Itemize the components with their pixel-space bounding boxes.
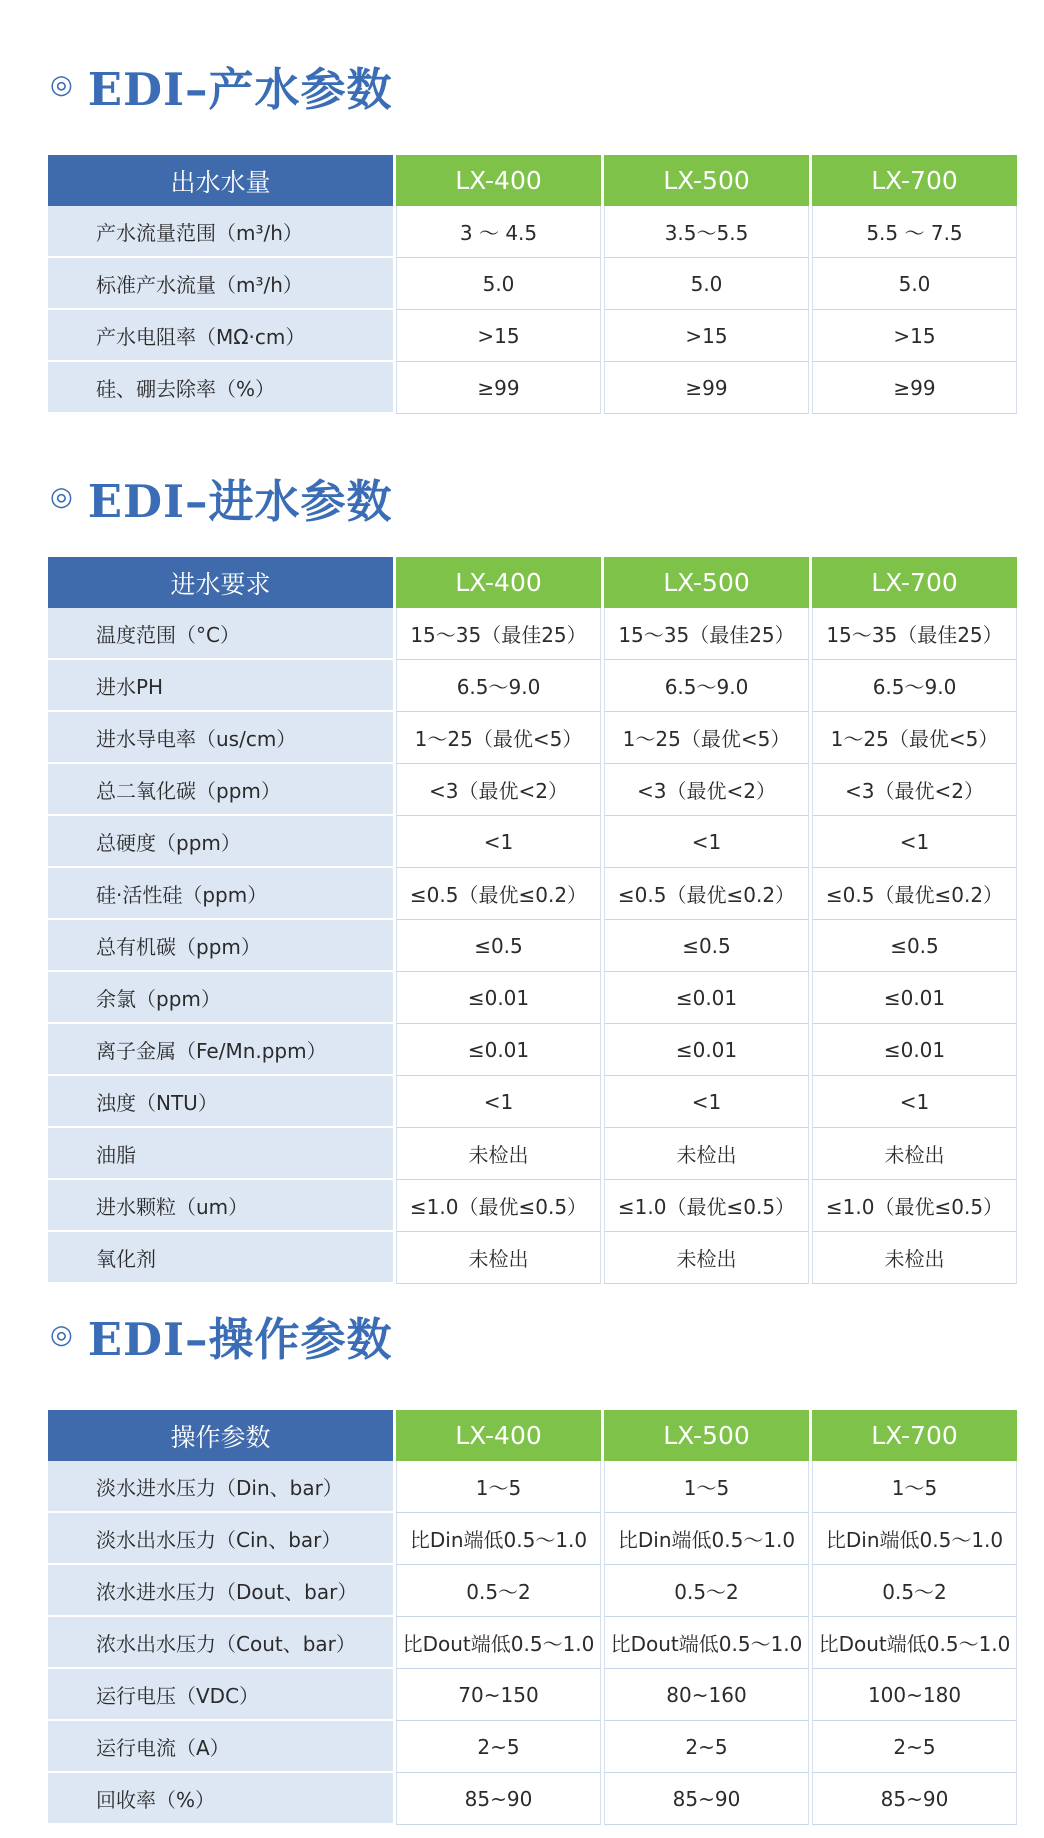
row-label: 余氯（ppm） — [48, 972, 393, 1024]
row-label: 淡水出水压力（Cin、bar） — [48, 1513, 393, 1565]
cell-value: 3 ～ 4.5 — [396, 206, 601, 258]
header-param: 操作参数 — [48, 1410, 393, 1461]
cell-value: ≤0.01 — [396, 1024, 601, 1076]
table-row — [48, 920, 1017, 972]
cell-value: 15～35（最佳25） — [396, 608, 601, 660]
row-label: 离子金属（Fe/Mn.ppm） — [48, 1024, 393, 1076]
circle-target-icon: ◎ — [50, 1320, 74, 1350]
row-label: 浓水出水压力（Cout、bar） — [48, 1617, 393, 1669]
cell-value: 5.0 — [396, 258, 601, 310]
row-label: 产水流量范围（m³/h） — [48, 206, 393, 258]
section-title-text: EDI–进水参数 — [87, 474, 393, 528]
cell-value: 未检出 — [396, 1128, 601, 1180]
table-row — [48, 712, 1017, 764]
cell-value: <1 — [812, 816, 1017, 868]
cell-value: 1～5 — [812, 1461, 1017, 1513]
row-label: 运行电流（A） — [48, 1721, 393, 1773]
table-row — [48, 206, 1017, 258]
row-label: 浓水进水压力（Dout、bar） — [48, 1565, 393, 1617]
row-label: 浊度（NTU） — [48, 1076, 393, 1128]
header-model: LX-700 — [812, 1410, 1017, 1461]
cell-value: 2~5 — [396, 1721, 601, 1773]
table-row — [48, 1565, 1017, 1617]
spec-table — [45, 1410, 1020, 1825]
cell-value: ≤0.01 — [604, 972, 809, 1024]
spec-table — [45, 155, 1020, 414]
cell-value: 0.5～2 — [604, 1565, 809, 1617]
row-label: 标准产水流量（m³/h） — [48, 258, 393, 310]
cell-value: >15 — [396, 310, 601, 362]
table-row — [48, 1773, 1017, 1825]
table-row — [48, 608, 1017, 660]
cell-value: 1～25（最优<5） — [396, 712, 601, 764]
cell-value: 85~90 — [604, 1773, 809, 1825]
cell-value: 1～5 — [396, 1461, 601, 1513]
row-label: 硅、硼去除率（%） — [48, 362, 393, 414]
header-model: LX-400 — [396, 1410, 601, 1461]
cell-value: 85~90 — [812, 1773, 1017, 1825]
cell-value: 比Din端低0.5～1.0 — [604, 1513, 809, 1565]
cell-value: 15～35（最佳25） — [812, 608, 1017, 660]
cell-value: >15 — [812, 310, 1017, 362]
table-row — [48, 258, 1017, 310]
cell-value: ≤1.0（最优≤0.5） — [604, 1180, 809, 1232]
cell-value: ≤0.5 — [812, 920, 1017, 972]
header-model: LX-500 — [604, 557, 809, 608]
section-title — [50, 55, 393, 115]
cell-value: 100~180 — [812, 1669, 1017, 1721]
row-label: 进水PH — [48, 660, 393, 712]
cell-value: <3（最优<2） — [604, 764, 809, 816]
table-row — [48, 1721, 1017, 1773]
table-row — [48, 1232, 1017, 1284]
cell-value: ≤0.5（最优≤0.2） — [812, 868, 1017, 920]
cell-value: 1～5 — [604, 1461, 809, 1513]
cell-value: ≤0.01 — [812, 1024, 1017, 1076]
cell-value: 15～35（最佳25） — [604, 608, 809, 660]
table-row — [48, 362, 1017, 414]
section-title-text: EDI–产水参数 — [87, 62, 393, 116]
cell-value: 未检出 — [812, 1232, 1017, 1284]
row-label: 硅·活性硅（ppm） — [48, 868, 393, 920]
header-model: LX-400 — [396, 557, 601, 608]
cell-value: <1 — [812, 1076, 1017, 1128]
cell-value: 70~150 — [396, 1669, 601, 1721]
row-label: 温度范围（°C） — [48, 608, 393, 660]
row-label: 氧化剂 — [48, 1232, 393, 1284]
header-model: LX-500 — [604, 1410, 809, 1461]
cell-value: ≤0.5 — [396, 920, 601, 972]
cell-value: ≤1.0（最优≤0.5） — [812, 1180, 1017, 1232]
header-model: LX-700 — [812, 557, 1017, 608]
row-label: 回收率（%） — [48, 1773, 393, 1825]
cell-value: 比Dout端低0.5～1.0 — [396, 1617, 601, 1669]
table-row — [48, 972, 1017, 1024]
cell-value: 比Dout端低0.5～1.0 — [604, 1617, 809, 1669]
cell-value: ≤0.5（最优≤0.2） — [396, 868, 601, 920]
table-row — [48, 310, 1017, 362]
cell-value: ≤0.5 — [604, 920, 809, 972]
section-title — [50, 1305, 393, 1365]
cell-value: 未检出 — [604, 1128, 809, 1180]
cell-value: 未检出 — [604, 1232, 809, 1284]
table-row — [48, 1180, 1017, 1232]
cell-value: 比Din端低0.5～1.0 — [812, 1513, 1017, 1565]
cell-value: 5.0 — [604, 258, 809, 310]
cell-value: <3（最优<2） — [812, 764, 1017, 816]
cell-value: ≥99 — [604, 362, 809, 414]
cell-value: ≤0.01 — [396, 972, 601, 1024]
circle-target-icon: ◎ — [50, 482, 74, 512]
cell-value: ≥99 — [812, 362, 1017, 414]
table-row — [48, 764, 1017, 816]
cell-value: 比Din端低0.5～1.0 — [396, 1513, 601, 1565]
cell-value: 6.5～9.0 — [396, 660, 601, 712]
row-label: 产水电阻率（MΩ·cm） — [48, 310, 393, 362]
cell-value: ≥99 — [396, 362, 601, 414]
cell-value: 未检出 — [812, 1128, 1017, 1180]
row-label: 运行电压（VDC） — [48, 1669, 393, 1721]
cell-value: 85~90 — [396, 1773, 601, 1825]
spec-table — [45, 557, 1020, 1284]
row-label: 油脂 — [48, 1128, 393, 1180]
table-row — [48, 1461, 1017, 1513]
cell-value: 5.0 — [812, 258, 1017, 310]
cell-value: ≤1.0（最优≤0.5） — [396, 1180, 601, 1232]
header-model: LX-700 — [812, 155, 1017, 206]
cell-value: 5.5 ～ 7.5 — [812, 206, 1017, 258]
cell-value: 3.5～5.5 — [604, 206, 809, 258]
table-row — [48, 1669, 1017, 1721]
header-model: LX-400 — [396, 155, 601, 206]
table-header-row — [48, 557, 1017, 608]
cell-value: 未检出 — [396, 1232, 601, 1284]
cell-value: 比Dout端低0.5～1.0 — [812, 1617, 1017, 1669]
table-row — [48, 1076, 1017, 1128]
row-label: 进水导电率（us/cm） — [48, 712, 393, 764]
cell-value: 2~5 — [604, 1721, 809, 1773]
table-row — [48, 1513, 1017, 1565]
section-title — [50, 467, 393, 527]
row-label: 总硬度（ppm） — [48, 816, 393, 868]
cell-value: 6.5～9.0 — [812, 660, 1017, 712]
row-label: 进水颗粒（um） — [48, 1180, 393, 1232]
cell-value: >15 — [604, 310, 809, 362]
cell-value: <1 — [396, 1076, 601, 1128]
cell-value: 80~160 — [604, 1669, 809, 1721]
table-header-row — [48, 155, 1017, 206]
cell-value: ≤0.01 — [604, 1024, 809, 1076]
header-param: 进水要求 — [48, 557, 393, 608]
circle-target-icon: ◎ — [50, 70, 74, 100]
row-label: 总二氧化碳（ppm） — [48, 764, 393, 816]
section-title-text: EDI–操作参数 — [87, 1312, 393, 1366]
cell-value: ≤0.5（最优≤0.2） — [604, 868, 809, 920]
cell-value: 0.5～2 — [396, 1565, 601, 1617]
row-label: 总有机碳（ppm） — [48, 920, 393, 972]
header-param: 出水水量 — [48, 155, 393, 206]
table-row — [48, 1128, 1017, 1180]
table-row — [48, 660, 1017, 712]
cell-value: <1 — [604, 816, 809, 868]
cell-value: 0.5～2 — [812, 1565, 1017, 1617]
table-row — [48, 1617, 1017, 1669]
cell-value: 1～25（最优<5） — [812, 712, 1017, 764]
cell-value: 2~5 — [812, 1721, 1017, 1773]
table-row — [48, 1024, 1017, 1076]
cell-value: 6.5～9.0 — [604, 660, 809, 712]
row-label: 淡水进水压力（Din、bar） — [48, 1461, 393, 1513]
cell-value: <1 — [396, 816, 601, 868]
table-header-row — [48, 1410, 1017, 1461]
table-row — [48, 816, 1017, 868]
cell-value: <1 — [604, 1076, 809, 1128]
cell-value: ≤0.01 — [812, 972, 1017, 1024]
header-model: LX-500 — [604, 155, 809, 206]
cell-value: <3（最优<2） — [396, 764, 601, 816]
cell-value: 1～25（最优<5） — [604, 712, 809, 764]
table-row — [48, 868, 1017, 920]
